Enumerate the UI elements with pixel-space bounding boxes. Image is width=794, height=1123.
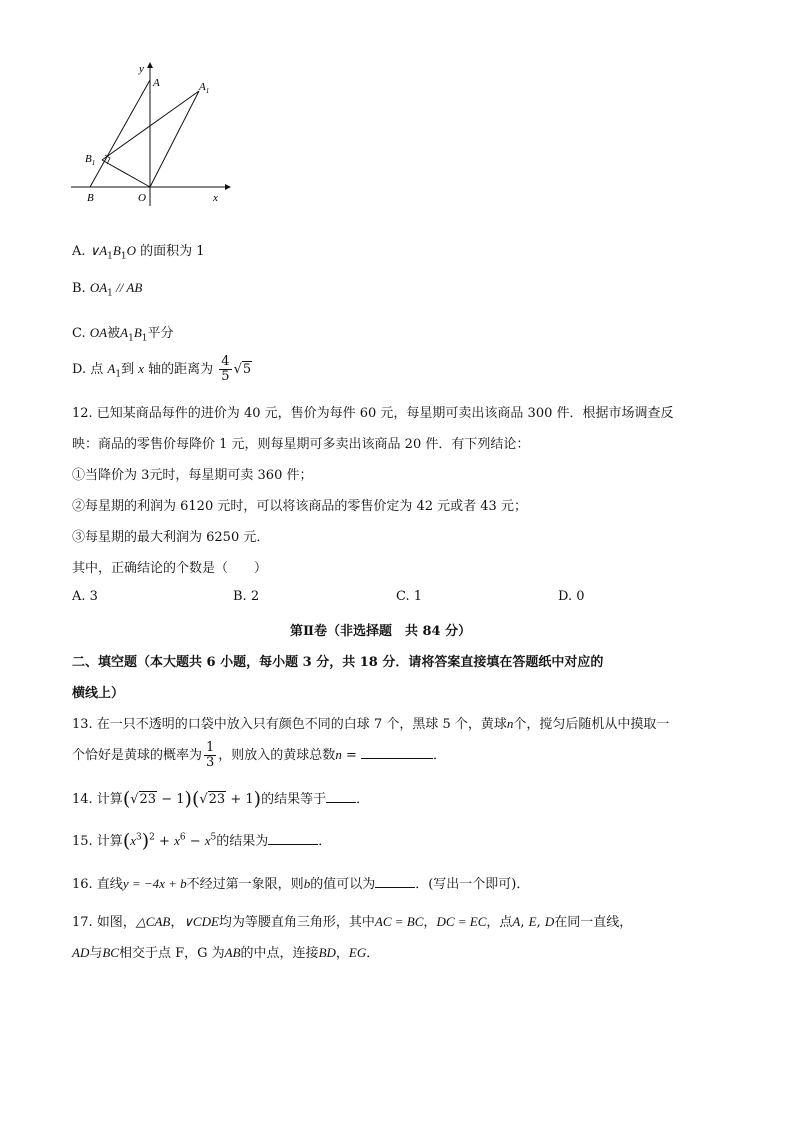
q16-line: 16. 直线y = −4x + b不经过第一象限，则b的值可以为 ．(写出一个即可)．: [72, 876, 530, 892]
q12-question: 其中，正确结论的个数是（ ）: [72, 561, 268, 576]
q12-item-3: ③每星期的最大利润为 6250 元．: [72, 530, 270, 545]
q12-item-2: ②每星期的利润为 6120 元时，可以将该商品的零售价定为 42 元或者 43 元；: [72, 499, 527, 514]
label-y: y: [139, 63, 144, 75]
section-heading-line-2: 横线上）: [72, 686, 125, 701]
label-O: O: [138, 192, 146, 204]
label-A1: $A_1$: [199, 81, 210, 95]
q13-line-2: 个恰好是黄球的概率为 $\frac{1}{3}$ ，则放入的黄球总数n = ．: [72, 740, 446, 770]
q11-option-a[interactable]: A. $\vee A_1B_1O$ 的面积为 1: [72, 243, 205, 262]
q11-option-c[interactable]: C. OA被$A_1B_1$平分: [72, 325, 174, 344]
section-heading-line-1: 二、填空题（本大题共 6 小题，每小题 3 分，共 18 分．请将答案直接填在答题纸中对应的: [72, 655, 604, 670]
q17-line-2: AD与BC相交于点 F，G 为AB的中点，连接BD，EG．: [72, 945, 380, 961]
q12-choice-c[interactable]: C. 1: [396, 589, 423, 604]
q15-line: 15. 计算$(x^3)^2 + x^6 - x^5$的结果为 ．: [72, 830, 332, 852]
label-B1: $B_1$: [85, 153, 96, 167]
q17-line-1: 17. 如图，△CAB，∨CDE均为等腰直角三角形，其中AC = BC，DC = EC，点A, E, D在同一直线，: [72, 914, 633, 930]
q12-line-2: 映：商品的零售价每降价 1 元，则每星期可多卖出该商品 20 件．有下列结论：: [72, 437, 530, 452]
section-title: 第Ⅱ卷（非选择题 共 84 分）: [290, 624, 472, 639]
label-x: x: [213, 192, 218, 204]
fraction-1-3: $\frac{1}{3}$: [206, 740, 215, 770]
q13-line-1: 13. 在一只不透明的口袋中放入只有颜色不同的白球 7 个，黑球 5 个，黄球n个，搅匀后随机从中摸取一: [72, 716, 670, 732]
segment-B1O: [102, 160, 150, 187]
x-axis-arrow: [225, 184, 231, 190]
q12-choice-b[interactable]: B. 2: [233, 589, 260, 604]
q11-option-b[interactable]: B. $OA_1$ // AB: [72, 280, 143, 299]
y-axis-arrow: [147, 62, 153, 68]
q16-answer-blank[interactable]: [375, 874, 415, 888]
q12-item-1: ①当降价为 3元时，每星期可卖 360 件；: [72, 468, 313, 483]
q12-choice-a[interactable]: A. 3: [72, 589, 98, 604]
q14-answer-blank[interactable]: [326, 789, 356, 803]
q11-option-d[interactable]: D. 点 $A_1$到 x 轴的距离为 $\frac{4}{5}$ √5: [72, 354, 252, 384]
q13-answer-blank[interactable]: [361, 745, 433, 759]
fraction-4-5: $\frac{4}{5}$: [221, 354, 230, 384]
q14-line: 14. 计算(√23 − 1)(√23 + 1)的结果等于 ．: [72, 788, 370, 810]
q15-answer-blank[interactable]: [268, 831, 318, 845]
q12-line-1: 12. 已知某商品每件的进价为 40 元，售价为每件 60 元，每星期可卖出该商品 300 件．根据市场调查反: [72, 406, 674, 421]
label-B: B: [87, 192, 94, 204]
segment-OA1: [150, 91, 199, 187]
coordinate-figure: [65, 58, 235, 208]
segment-BA: [90, 80, 150, 187]
label-A: A: [153, 77, 160, 89]
q12-choice-d[interactable]: D. 0: [558, 589, 585, 604]
